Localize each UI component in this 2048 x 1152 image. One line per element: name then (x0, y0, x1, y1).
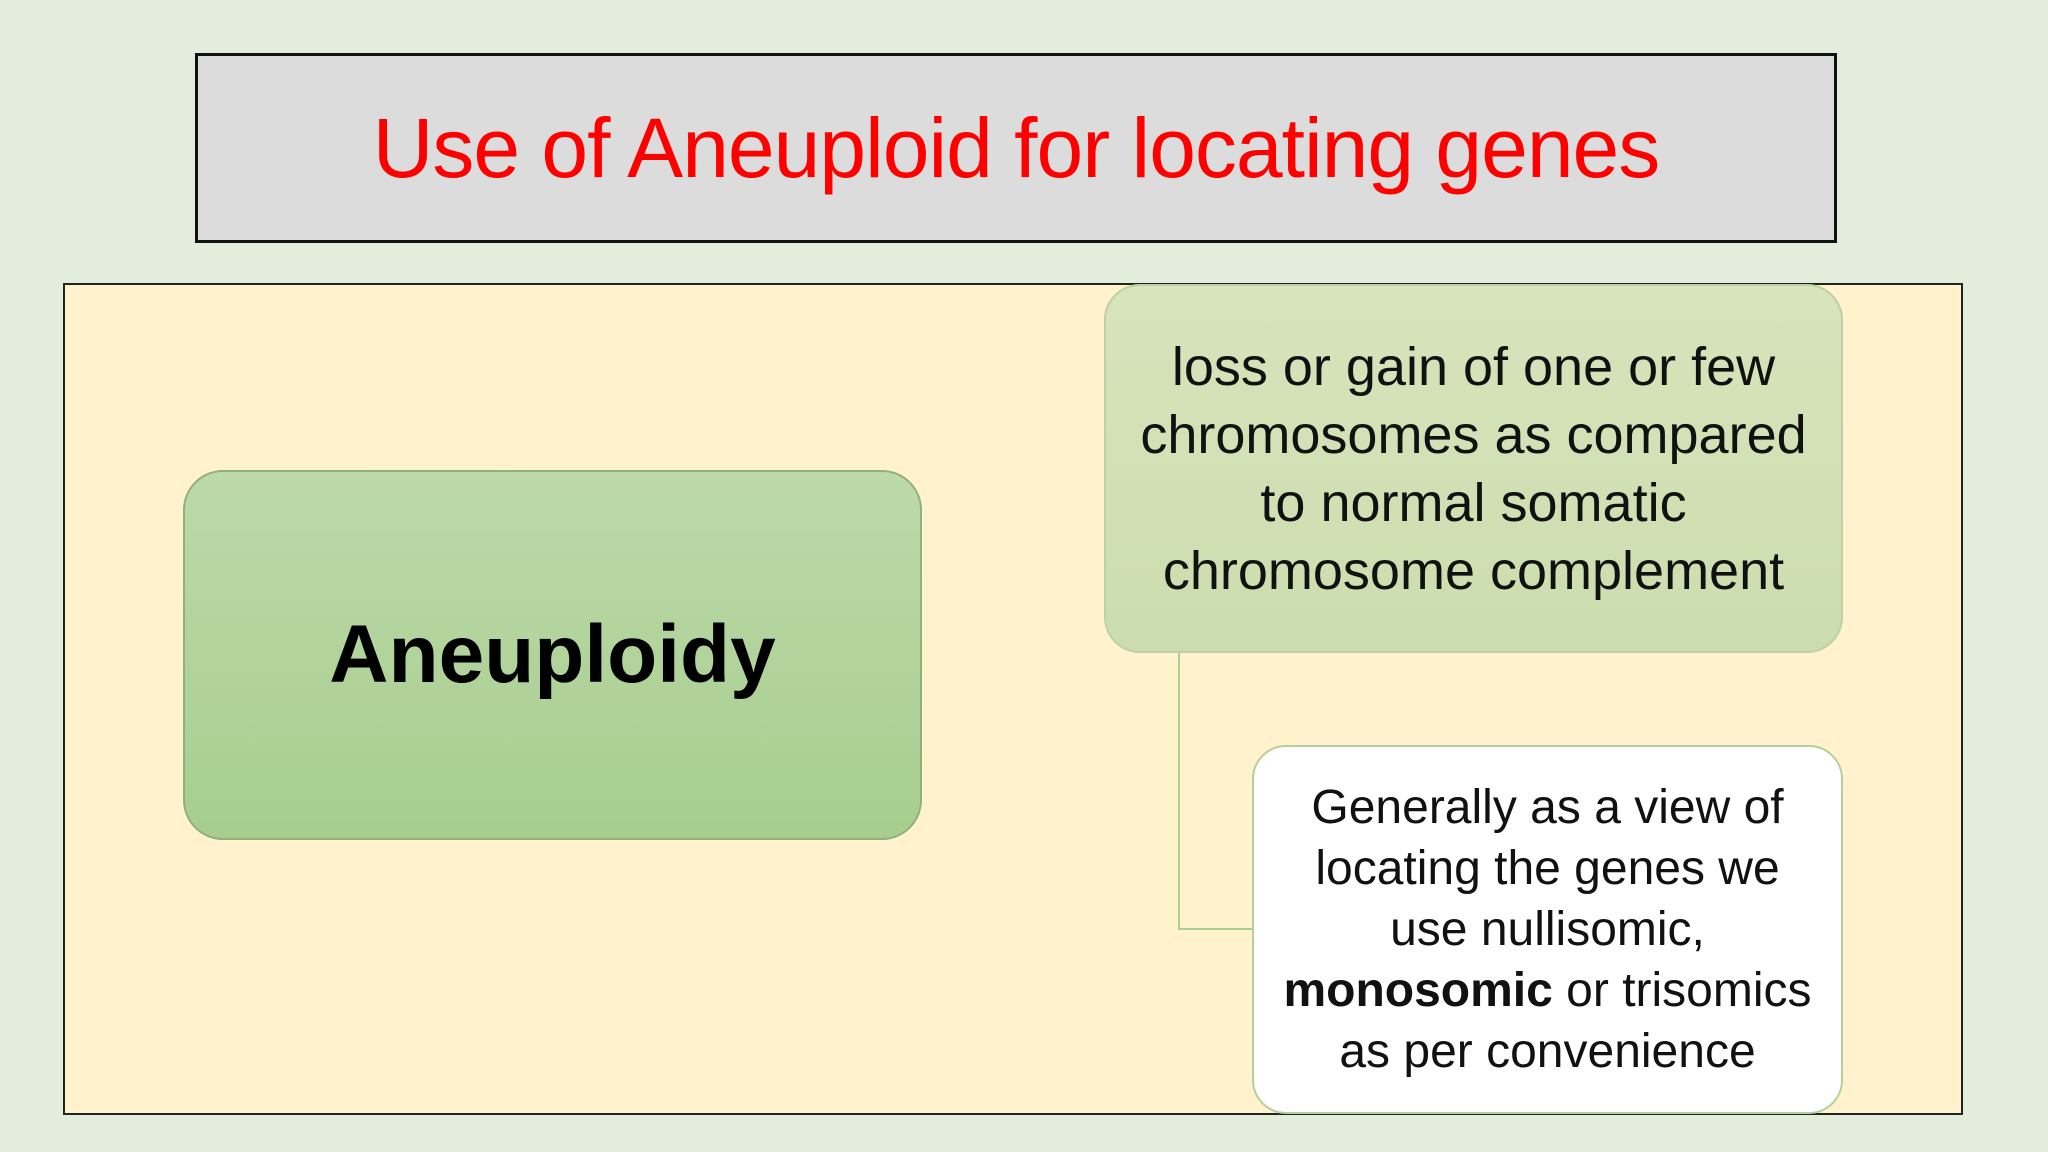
usage-line-rest: or trisomics (1552, 964, 1812, 1017)
usage-line: Generally as a view of (1311, 781, 1784, 834)
usage-text (1283, 777, 1811, 1082)
monosomic-bold-text: monosomic (1283, 964, 1553, 1017)
definition-line: chromosomes as compared (1140, 404, 1807, 465)
slide-title-box (195, 53, 1837, 243)
definition-line: loss or gain of one or few (1171, 336, 1776, 397)
usage-line (1283, 960, 1811, 1021)
usage-line: locating the genes we (1315, 842, 1780, 895)
usage-node (1252, 745, 1843, 1114)
definition-text (1140, 333, 1806, 605)
definition-line: to normal somatic (1260, 472, 1687, 533)
slide-title: Use of Aneuploid for locating genes (372, 101, 1660, 195)
usage-line: use nullisomic, (1390, 903, 1705, 956)
definition-node (1104, 284, 1843, 653)
aneuploidy-label: Aneuploidy (329, 609, 776, 700)
usage-line: as per convenience (1339, 1025, 1756, 1078)
aneuploidy-node (183, 470, 922, 840)
definition-line: chromosome complement (1162, 540, 1785, 601)
